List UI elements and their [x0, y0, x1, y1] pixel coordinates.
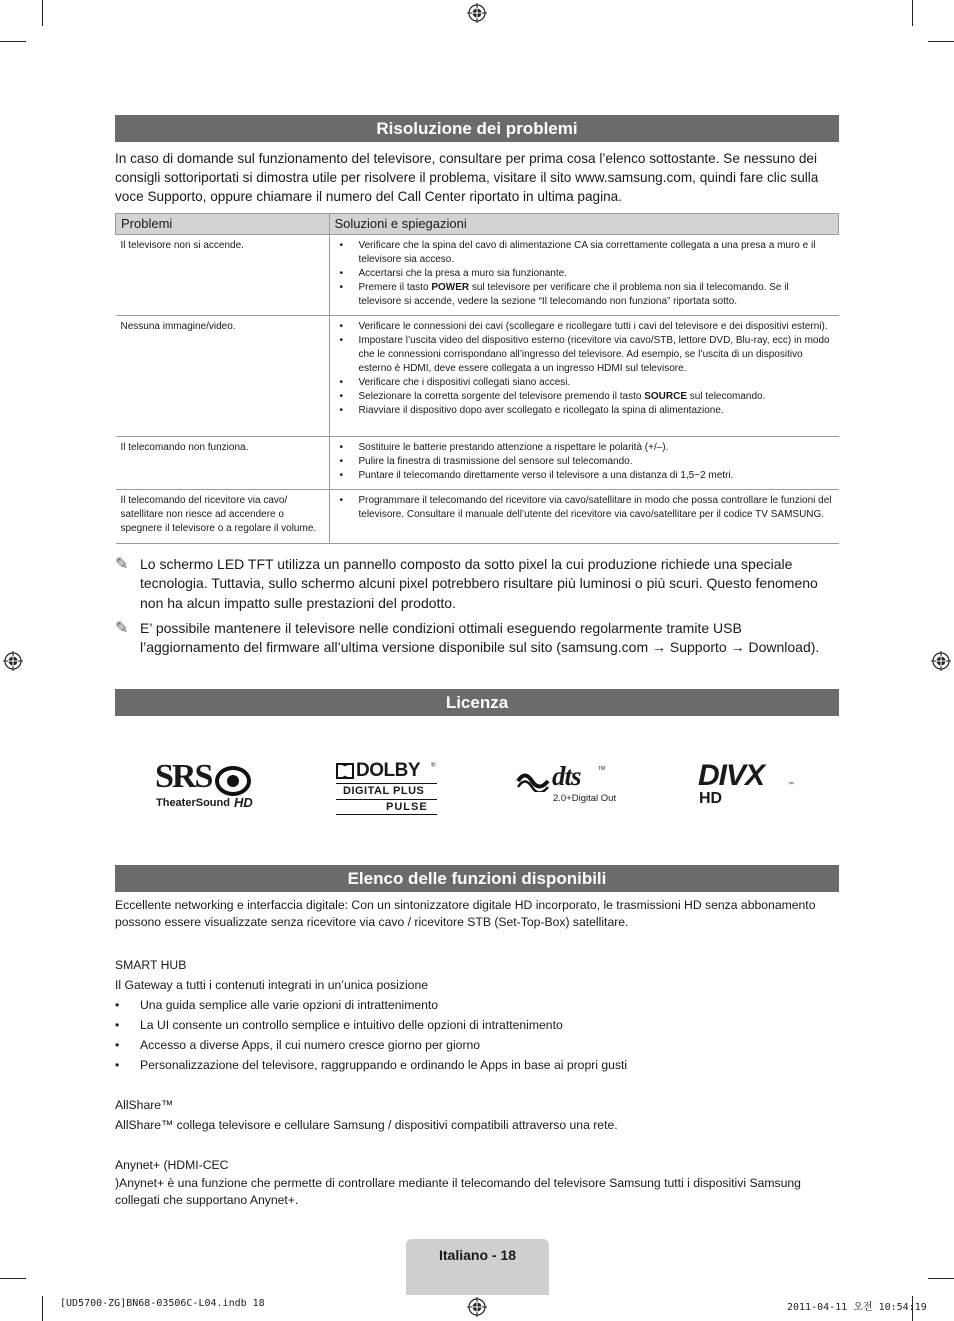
solution-item: • Verificare che la spina del cavo di alimentazione CA sia correttamente collegata a una presa a muro e il televisore sia acceso.	[335, 239, 834, 267]
dolby-main-text: DOLBY	[356, 760, 420, 781]
table-header-row	[116, 214, 839, 235]
note-text: Lo schermo LED TFT utilizza un pannello composto da sotto pixel la cui produzione richiede una speciale tecnologia. Tuttavia, sullo schermo alcuni pixel potrebbero risultare più luminosi o più scuri. Questo fenomeno non ha alcun impatto sulle prestazioni del prodotto.	[140, 556, 818, 611]
dts-wave-icon	[516, 770, 550, 792]
dolby-divider	[336, 799, 437, 800]
crop-mark	[42, 0, 43, 26]
note-text: E’ possibile mantenere il televisore nelle condizioni ottimali eseguendo regolarmente tramite USB l’aggiornamento del firmware all’ultima versione disponibile sul sito (samsung.com → Supporto → Download).	[140, 620, 820, 656]
solution-item: • Accertarsi che la presa a muro sia funzionante.	[335, 267, 834, 281]
features-intro: Eccellente networking e interfaccia digitale: Con un sintonizzatore digitale HD incorporato, le trasmissioni HD senza abbonamento possono essere visualizzate senza ricevitore via cavo / ricevitore STB (Set-Top-Box) satellitare.	[115, 898, 816, 929]
divx-trademark: ™	[788, 782, 794, 788]
dolby-registered-mark: ®	[431, 763, 436, 769]
problem-cell: Il televisore non si accende.	[116, 235, 330, 316]
list-item: • Una guida semplice alle varie opzioni di intrattenimento	[115, 995, 839, 1015]
page-number-tab	[406, 1239, 549, 1295]
solution-cell	[329, 437, 839, 490]
crop-mark	[0, 1278, 26, 1279]
note-pencil-icon: ✎	[115, 556, 129, 573]
dts-sub-text: 2.0+Digital Out	[553, 793, 617, 804]
dolby-divider	[336, 814, 437, 815]
solution-item: • Puntare il telecomando direttamente verso il televisore a una distanza di 1,5~2 metri.	[335, 469, 834, 483]
list-item: • Personalizzazione del televisore, raggruppando e ordinando le Apps in base ai propri gusti	[115, 1055, 839, 1075]
solution-item: • Impostare l’uscita video del dispositivo esterno (ricevitore via cavo/STB, lettore DVD, Blu-ray, ecc) in modo che le connessioni corrispondano all’ingresso del televisore. Ad esempio, se l’uscita di un dispositivo esterno è HDMI, deve essere collegata a un ingresso HDMI sul televisore.	[335, 334, 834, 376]
list-item: • Accesso a diverse Apps, il cui numero cresce giorno per giorno	[115, 1035, 839, 1055]
smart-hub-list	[115, 995, 839, 1075]
srs-hd-text: HD	[234, 795, 253, 810]
allshare-description: AllShare™ collega televisore e cellulare Samsung / dispositivi compatibili attraverso una rete.	[115, 1118, 618, 1132]
srs-sub-text: TheaterSound	[156, 797, 230, 809]
srs-logo-text: SRS	[155, 758, 212, 795]
solution-text: Selezionare la corretta sorgente del televisore premendo il tasto	[358, 391, 645, 402]
divx-hd-logo	[698, 759, 798, 810]
table-row	[116, 316, 839, 437]
table-header-problems: Problemi	[116, 214, 330, 235]
solution-text: sul telecomando.	[687, 391, 766, 402]
solution-list	[335, 239, 834, 309]
srs-circle-icon	[215, 766, 251, 796]
solution-cell	[329, 490, 839, 544]
print-file-info: [UD5700-ZG]BN68-03506C-L04.indb 18	[60, 1298, 265, 1309]
solution-list	[335, 441, 834, 483]
note-led	[115, 555, 839, 613]
smart-hub-description: Il Gateway a tutti i contenuti integrati in un’unica posizione	[115, 978, 428, 992]
section-title-features: Elenco delle funzioni disponibili	[115, 865, 839, 892]
solution-text: Premere il tasto	[358, 282, 432, 293]
dolby-digital-plus-logo	[336, 762, 440, 816]
print-date-info: 2011-04-11 오전 10:54:19	[787, 1302, 927, 1313]
divx-hd-text: HD	[699, 790, 723, 807]
solution-list	[335, 320, 834, 418]
solution-item: • Riavviare il dispositivo dopo aver scollegato e ricollegato la spina di alimentazione.	[335, 404, 834, 418]
problem-cell: Il telecomando del ricevitore via cavo/ satellitare non riesce ad accendere o spegnere il televisore o a regolare il volume.	[116, 490, 330, 544]
dolby-double-d-icon	[336, 763, 354, 779]
solution-item: • Sostituire le batterie prestando attenzione a rispettare le polarità (+/–).	[335, 441, 834, 455]
solution-text: sul televisore per verificare che il problema non sia il telecomando. Se il televisore si accende, vedere la sezione “Il telecomando non funziona” riportata sotto.	[358, 282, 789, 307]
dts-trademark: TM	[598, 766, 606, 772]
anynet-description: )Anynet+ è una funzione che permette di controllare mediante il telecomando del televisore Samsung tutti i dispositivi Samsung collegati che supportano Anynet+.	[115, 1176, 801, 1207]
section-title-license: Licenza	[115, 689, 839, 716]
allshare-title: AllShare™	[115, 1098, 174, 1112]
registration-mark-icon	[931, 651, 951, 671]
intro-paragraph: In caso di domande sul funzionamento del televisore, consultare per prima cosa l’elenco sottostante. Se nessuno dei consigli sottoriportati si dimostra utile per risolvere il problema, visitare il sito www.samsung.com, quindi fare clic sulla voce Supporto, oppure chiamare il numero del Call Center riportato in ultima pagina.	[115, 151, 819, 204]
crop-mark	[912, 0, 913, 26]
solution-cell	[329, 235, 839, 316]
problem-cell: Nessuna immagine/video.	[116, 316, 330, 437]
srs-theatersound-logo	[155, 758, 260, 812]
note-pencil-icon: ✎	[115, 620, 129, 637]
solution-item: • Verificare le connessioni dei cavi (scollegare e ricollegare tutti i cavi del televisore e dei dispositivi esterni).	[335, 320, 834, 334]
note-firmware	[115, 619, 839, 658]
table-row	[116, 490, 839, 544]
table-row	[116, 437, 839, 490]
dolby-divider	[336, 783, 437, 784]
registration-mark-icon	[467, 3, 487, 23]
solution-cell	[329, 316, 839, 437]
dolby-pulse-text: PULSE	[386, 801, 428, 813]
dts-logo	[516, 761, 624, 808]
list-item: • La UI consente un controllo semplice e intuitivo delle opzioni di intrattenimento	[115, 1015, 839, 1035]
registration-mark-icon	[467, 1297, 487, 1317]
page-number: Italiano - 18	[438, 1247, 517, 1263]
problem-cell: Il telecomando non funziona.	[116, 437, 330, 490]
dolby-sub-text: DIGITAL PLUS	[343, 785, 425, 797]
button-name-text: SOURCE	[644, 391, 688, 402]
section-title-troubleshooting: Risoluzione dei problemi	[115, 115, 839, 142]
divx-main-text: DIVX	[698, 759, 765, 792]
crop-mark	[0, 41, 26, 42]
solution-list	[335, 494, 834, 522]
crop-mark	[42, 1296, 43, 1321]
troubleshooting-table	[115, 213, 839, 544]
solution-item	[335, 390, 834, 404]
crop-mark	[928, 1278, 954, 1279]
solution-item	[335, 281, 834, 309]
registration-mark-icon	[3, 651, 23, 671]
table-header-solutions: Soluzioni e spiegazioni	[329, 214, 839, 235]
solution-item: • Programmare il telecomando del ricevitore via cavo/satellitare in modo che possa controllare le funzioni del televisore. Consultare il manuale dell’utente del ricevitore via cavo/satellitare per il codice TV SAMSUNG.	[335, 494, 834, 522]
solution-item: • Verificare che i dispositivi collegati siano accesi.	[335, 376, 834, 390]
crop-mark	[928, 41, 954, 42]
solution-item: • Pulire la finestra di trasmissione del sensore sul telecomando.	[335, 455, 834, 469]
smart-hub-title: SMART HUB	[115, 958, 187, 972]
button-name-text: POWER	[431, 282, 470, 293]
anynet-title: Anynet+ (HDMI-CEC	[115, 1158, 229, 1172]
dts-main-text: dts	[552, 761, 581, 791]
table-row	[116, 235, 839, 316]
